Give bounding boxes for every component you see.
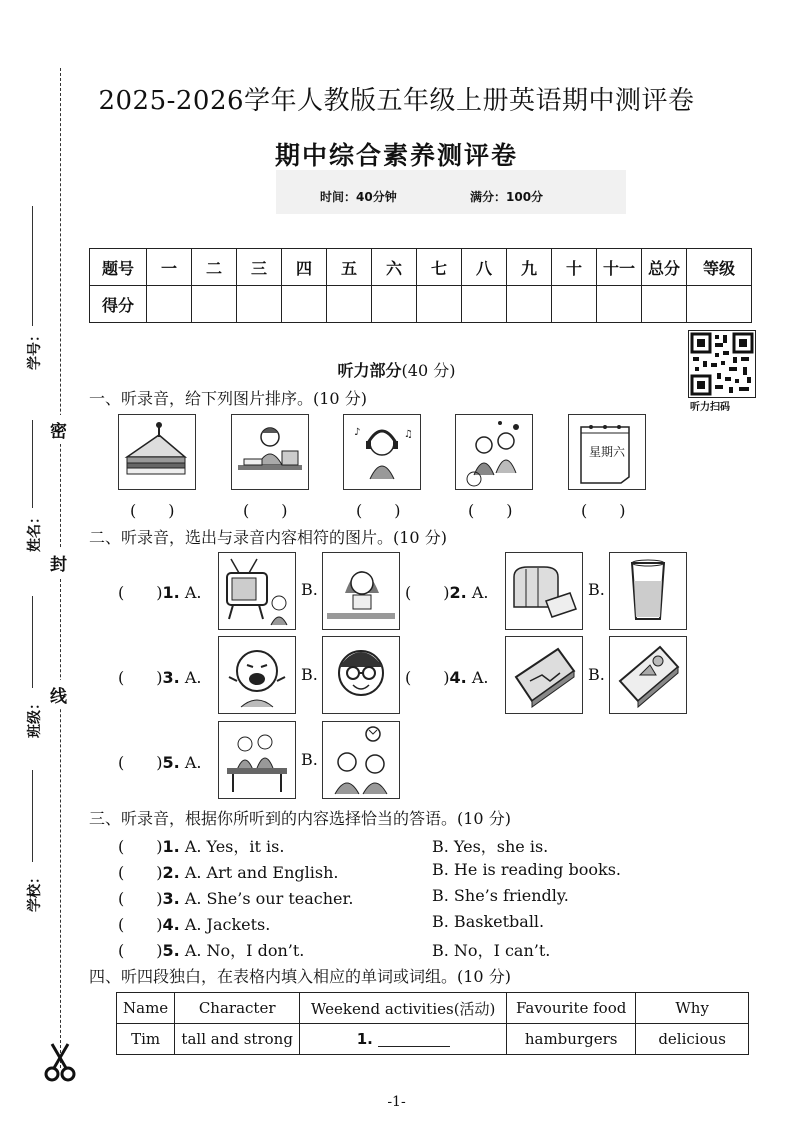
name-blank (32, 420, 33, 508)
table-header: Why (636, 993, 749, 1024)
playing-kids-picture (455, 414, 533, 490)
score-cell: 五 (327, 249, 372, 286)
score-blank-cell[interactable] (147, 286, 192, 323)
section1-title: 一、听录音，给下列图片排序。(10 分) (89, 389, 367, 408)
score-cell: 一 (147, 249, 192, 286)
item-number: 1. (162, 837, 180, 856)
answer-blank[interactable]: ( ) (118, 668, 163, 687)
item-number: 3. (162, 668, 180, 687)
answer-blank[interactable]: ( ) (118, 583, 163, 602)
option-b-label: B. (588, 580, 605, 599)
book-a-picture (505, 636, 583, 714)
item-number: 3. (162, 889, 180, 908)
option-b: B. She’s friendly. (432, 886, 569, 905)
table-header: Character (175, 993, 300, 1024)
section4-title: 四、听四段独白，在表格内填入相应的单词或词组。(10 分) (89, 967, 511, 986)
page-number: -1- (387, 1094, 406, 1110)
water-glass-picture (609, 552, 687, 630)
score-cell: 六 (372, 249, 417, 286)
option-a: A. No，I don’t. (184, 941, 305, 960)
answer-blank[interactable]: ( ) (356, 501, 401, 520)
sandwich-picture (118, 414, 196, 490)
answer-blank[interactable]: ( ) (118, 941, 163, 960)
answer-blank[interactable]: ( ) (405, 668, 450, 687)
homework-boy-picture (231, 414, 309, 490)
bread-picture (505, 552, 583, 630)
option-b-label: B. (588, 665, 605, 684)
table-cell: tall and strong (175, 1024, 300, 1055)
option-b: B. No，I can’t. (432, 941, 551, 960)
info-table (116, 992, 749, 1055)
option-b-label: B. (301, 580, 318, 599)
s2-item-1 (118, 580, 201, 603)
item-number: 4. (162, 915, 180, 934)
answer-blank[interactable]: ( ) (118, 863, 163, 882)
option-b-label: B. (301, 750, 318, 769)
answer-blank[interactable]: ( ) (581, 501, 626, 520)
score-row-label: 得分 (90, 286, 147, 323)
option-a-label: A. (471, 583, 489, 602)
score-blank-cell[interactable] (282, 286, 327, 323)
music-girl-picture (343, 414, 421, 490)
option-b-label: B. (301, 665, 318, 684)
item-number: 5. (162, 753, 180, 772)
table-header: Favourite food (507, 993, 636, 1024)
answer-blank[interactable]: ( ) (405, 583, 450, 602)
option-b: B. Yes，she is. (432, 837, 549, 856)
score-cell: 九 (507, 249, 552, 286)
score-blank-cell[interactable] (552, 286, 597, 323)
s2-item-5 (118, 750, 201, 773)
score-cell: 十一 (597, 249, 642, 286)
listening-heading-score: (40 分) (401, 361, 456, 380)
option-a-label: A. (184, 668, 202, 687)
section3-title: 三、听录音，根据你所听到的内容选择恰当的答语。(10 分) (89, 809, 511, 828)
score-cell: 四 (282, 249, 327, 286)
blank-number: 1. (356, 1030, 373, 1048)
score-cell: 总分 (642, 249, 687, 286)
s2-item-3 (118, 665, 201, 688)
class-blank (32, 596, 33, 688)
score-cell: 等级 (687, 249, 752, 286)
listening-heading-text: 听力部分 (337, 361, 402, 380)
option-a: A. She’s our teacher. (184, 889, 354, 908)
table-cell-blank[interactable] (300, 1024, 507, 1055)
crying-baby-picture (218, 636, 296, 714)
answer-blank[interactable]: ( ) (130, 501, 175, 520)
book-b-picture (609, 636, 687, 714)
option-b: B. He is reading books. (432, 860, 621, 879)
option-b: B. Basketball. (432, 912, 545, 931)
item-number: 4. (449, 668, 467, 687)
reading-girl-picture (322, 552, 400, 630)
score-cell: 二 (192, 249, 237, 286)
answer-blank[interactable]: ( ) (118, 915, 163, 934)
table-cell: delicious (636, 1024, 749, 1055)
score-blank-cell[interactable] (192, 286, 237, 323)
scissors-icon (44, 1042, 76, 1086)
page-title: 2025-2026学年人教版五年级上册英语期中测评卷 (98, 86, 695, 116)
score-cell: 七 (417, 249, 462, 286)
school-label: 学校： (27, 870, 43, 912)
name-label: 姓名： (27, 510, 43, 552)
s3-item-4 (118, 912, 270, 935)
svg-text:♫: ♫ (404, 429, 413, 440)
class-label: 班级： (27, 696, 43, 738)
time-info: 时间：40分钟 (320, 190, 397, 204)
s2-item-4 (405, 665, 488, 688)
score-value-row (90, 286, 752, 323)
item-number: 5. (162, 941, 180, 960)
table-cell: hamburgers (507, 1024, 636, 1055)
listening-heading (0, 358, 793, 381)
score-blank-cell[interactable] (642, 286, 687, 323)
score-blank-cell[interactable] (237, 286, 282, 323)
glasses-man-picture (322, 636, 400, 714)
score-blank-cell[interactable] (507, 286, 552, 323)
svg-text:♪: ♪ (354, 427, 361, 438)
full-marks-info: 满分：100分 (470, 190, 544, 204)
family-dinner-picture (218, 721, 296, 799)
answer-blank[interactable]: ( ) (243, 501, 288, 520)
option-a-label: A. (184, 753, 202, 772)
score-blank-cell[interactable] (687, 286, 752, 323)
calendar-text: 星期六 (589, 445, 626, 459)
fill-blank-line[interactable] (378, 1046, 450, 1047)
student-number-blank (32, 206, 33, 326)
seal-xian: 线 (50, 680, 67, 709)
score-table (89, 248, 752, 323)
item-number: 1. (162, 583, 180, 602)
info-header-row (117, 993, 749, 1024)
item-number: 2. (449, 583, 467, 602)
score-blank-cell[interactable] (327, 286, 372, 323)
option-a: A. Yes，it is. (184, 837, 285, 856)
s3-item-2 (118, 860, 339, 883)
s3-item-5 (118, 938, 304, 961)
info-data-row (117, 1024, 749, 1055)
s3-item-1 (118, 834, 284, 857)
option-a-label: A. (184, 583, 202, 602)
item-number: 2. (162, 863, 180, 882)
score-cell: 十 (552, 249, 597, 286)
table-cell: Tim (117, 1024, 175, 1055)
answer-blank[interactable]: ( ) (118, 889, 163, 908)
student-number-label: 学号： (27, 328, 43, 370)
option-a: A. Art and English. (184, 863, 339, 882)
table-header: Weekend activities(活动) (300, 993, 507, 1024)
score-cell: 八 (462, 249, 507, 286)
answer-blank[interactable]: ( ) (468, 501, 513, 520)
option-a: A. Jackets. (184, 915, 271, 934)
seal-feng: 封 (50, 548, 67, 577)
option-a-label: A. (471, 668, 489, 687)
score-blank-cell[interactable] (462, 286, 507, 323)
tv-robot-picture (218, 552, 296, 630)
answer-blank[interactable]: ( ) (118, 753, 163, 772)
seal-mi: 密 (50, 415, 67, 444)
score-blank-cell[interactable] (417, 286, 462, 323)
qr-label: 听力扫码 (690, 402, 730, 413)
score-cell: 题号 (90, 249, 147, 286)
exam-title: 期中综合素养测评卷 (274, 141, 518, 170)
s3-item-3 (118, 886, 353, 909)
saturday-calendar-picture (568, 414, 646, 490)
score-blank-cell[interactable] (372, 286, 417, 323)
answer-blank[interactable]: ( ) (118, 837, 163, 856)
s2-item-2 (405, 580, 488, 603)
football-kids-picture (322, 721, 400, 799)
score-header-row (90, 249, 752, 286)
score-blank-cell[interactable] (597, 286, 642, 323)
score-cell: 三 (237, 249, 282, 286)
section2-title: 二、听录音，选出与录音内容相符的图片。(10 分) (89, 528, 447, 547)
school-blank (32, 770, 33, 862)
table-header: Name (117, 993, 175, 1024)
